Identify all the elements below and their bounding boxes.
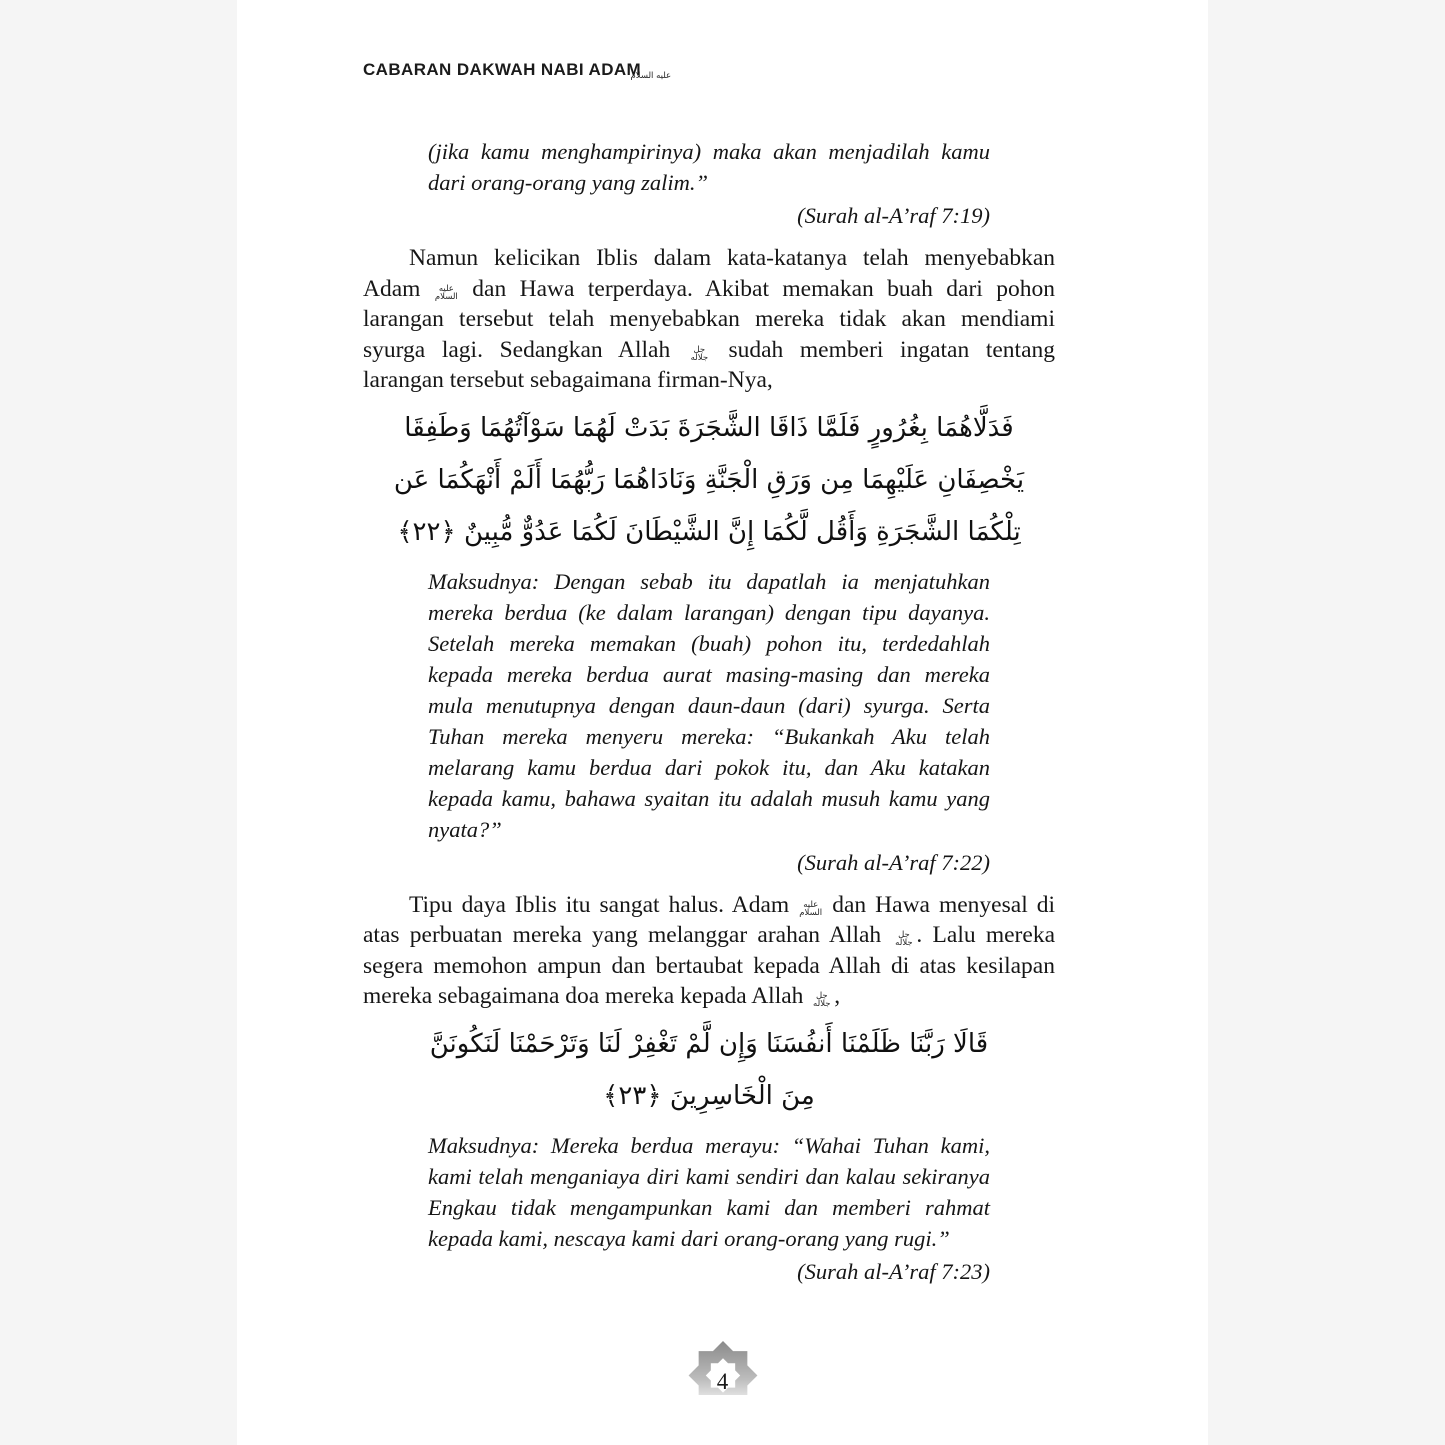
book-page (237, 0, 1208, 1445)
page-footer (682, 1341, 764, 1397)
jalla-jalaluhu-icon: جل جلاله (690, 344, 709, 363)
paragraph-1 (363, 243, 1055, 396)
quote-text: (jika kamu menghampirinya) maka akan menjadilah kamu dari orang-orang yang zalim.” (428, 139, 990, 195)
quran-verse-7-23 (363, 1018, 1055, 1122)
paragraph-text-segment: Tipu daya Iblis itu sangat halus. Adam (409, 891, 799, 918)
citation-7-23: (Surah al-A’raf 7:23) (797, 1258, 990, 1284)
alayhis-salam-icon: عليه السلام (799, 899, 823, 918)
paragraph-text-segment: dan Hawa menyesal di atas perbuatan mereka yang melanggar arahan Allah (363, 891, 1056, 948)
alayhis-salam-icon: عليه السلام (434, 283, 458, 302)
paragraph-text-segment: sudah memberi ingatan tentang larangan tersebut sebagaimana firman-Nya, (363, 336, 1055, 393)
running-head (363, 60, 1055, 80)
paragraph-text-segment: . Lalu mereka segera memohon ampun dan bertaubat kepada Allah di atas kesilapan mereka sebagaimana doa mereka kepada Allah (363, 922, 1055, 1009)
citation-7-19: (Surah al-A’raf 7:19) (797, 203, 990, 228)
quote-block-7-23 (428, 1130, 990, 1287)
paragraph-text-segment: dan Hawa terperdaya. Akibat memakan buah dari pohon larangan tersebut telah menyebabkan mereka tidak akan mendiami syurga lagi. Sedangkan Allah (363, 275, 1055, 363)
citation-7-22: (Surah al-A’raf 7:22) (797, 849, 990, 875)
arabic-line: يَخْصِفَانِ عَلَيْهِمَا مِن وَرَقِ الْجَنَّةِ وَنَادَاهُمَا رَبُّهُمَا أَلَمْ أَنْهَكُمَا عَن (393, 464, 1025, 495)
quran-verse-7-22 (363, 402, 1055, 558)
page-number: 4 (716, 1369, 729, 1394)
quote-block-7-22 (428, 566, 990, 878)
quote-text: Maksudnya: Dengan sebab itu dapatlah ia menjatuhkan mereka berdua (ke dalam larangan) dengan tipu dayanya. Setelah mereka memakan (buah) pohon itu, terdedahlah kepada mereka berdua aurat masing-masing dan mereka mula menutupnya dengan daun-daun (dari) syurga. Serta Tuhan mereka menyeru mereka: “Bukankah Aku telah melarang kamu berdua dari pokok itu, dan Aku katakan kepada kamu, bahawa syaitan itu adalah musuh kamu yang nyata?” (428, 568, 990, 842)
running-head-title: CABARAN DAKWAH NABI ADAM (363, 60, 642, 79)
alayhis-salam-icon: عليه السلام (630, 71, 672, 81)
arabic-line: قَالَا رَبَّنَا ظَلَمْنَا أَنفُسَنَا وَإِن لَّمْ تَغْفِرْ لَنَا وَتَرْحَمْنَا لَنَكُونَنَّ (429, 1028, 989, 1059)
arabic-line: تِلْكُمَا الشَّجَرَةِ وَأَقُل لَّكُمَا إِنَّ الشَّيْطَانَ لَكُمَا عَدُوٌّ مُّبِينٌ ﴿٢٢﴾ (397, 516, 1021, 547)
quote-text: Maksudnya: Mereka berdua merayu: “Wahai Tuhan kami, kami telah menganiaya diri kami sendiri dan kalau sekiranya Engkau tidak mengampunkan kami dan memberi rahmat kepada kami, nescaya kami dari orang-orang yang rugi.” (428, 1132, 990, 1251)
paragraph-text-segment: , (834, 983, 841, 1009)
arabic-line: فَدَلَّاهُمَا بِغُرُورٍ فَلَمَّا ذَاقَا الشَّجَرَةَ بَدَتْ لَهُمَا سَوْآتُهُمَا وَطَفِقَا (404, 412, 1014, 443)
quote-block-7-19 (428, 136, 990, 231)
jalla-jalaluhu-icon: جل جلاله (813, 991, 831, 1009)
arabic-line: مِنَ الْخَاسِرِينَ ﴿٢٣﴾ (603, 1080, 815, 1111)
paragraph-2 (363, 890, 1055, 1012)
jalla-jalaluhu-icon: جل جلاله (895, 930, 913, 948)
paragraph-text-segment: Namun kelicikan Iblis dalam kata-katanya telah menyebabkan Adam (363, 245, 1055, 302)
